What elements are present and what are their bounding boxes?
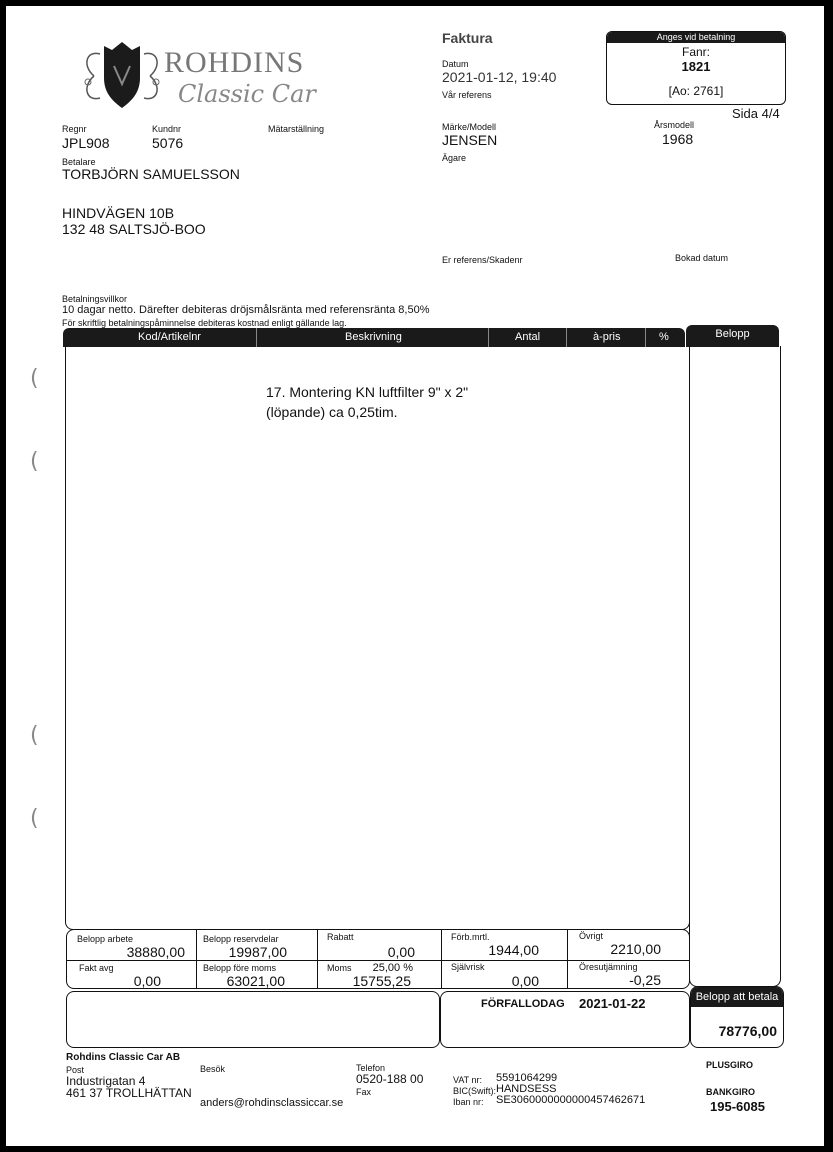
year-value: 1968: [662, 131, 694, 147]
table-header: [63, 328, 685, 347]
payer-address-line2: 132 48 SALTSJÖ-BOO: [62, 221, 206, 237]
belopp-arbete-value: 38880,00: [126, 944, 185, 960]
belopp-arbete-label: Belopp arbete: [77, 934, 134, 944]
make-value: JENSEN: [442, 132, 498, 148]
terms-line1: 10 dagar netto. Därefter debiteras dröjsmålsränta med referensränta 8,50%: [62, 304, 430, 316]
company-logo: [80, 36, 316, 116]
due-date-value: 2021-01-22: [579, 996, 646, 1011]
footer-post-line1: Industrigatan 4: [66, 1074, 146, 1088]
col-kod-header: Kod/Artikelnr: [138, 331, 201, 343]
invoice-date: 2021-01-12, 19:40: [442, 69, 557, 85]
footer-bankgiro-label: BANKGIRO: [706, 1087, 755, 1097]
oresutjamning-label: Öresutjämning: [579, 962, 638, 972]
grid-vline: [567, 930, 568, 988]
col-divider: [488, 328, 489, 347]
fanr-value: 1821: [681, 59, 711, 74]
rabatt-value: 0,00: [387, 944, 415, 960]
col-belopp-header: Belopp: [715, 328, 750, 340]
due-date-label: FÖRFALLODAG: [481, 998, 565, 1010]
payer-address-line1: HINDVÄGEN 10B: [62, 205, 175, 221]
terms-label: Betalningsvillkor: [62, 294, 128, 304]
notes-box: [66, 991, 440, 1048]
date-label: Datum: [442, 59, 469, 69]
regnr-label: Regnr: [62, 124, 87, 134]
belopp-reservdelar-label: Belopp reservdelar: [203, 934, 279, 944]
due-date-box: [440, 991, 690, 1048]
matarstallning-label: Mätarställning: [268, 124, 325, 134]
col-pct-header: %: [659, 331, 669, 343]
moms-percent: 25,00 %: [372, 962, 413, 974]
punch-hole-mark: (: [30, 449, 39, 474]
grid-vline: [196, 930, 197, 988]
footer-bic: HANDSESS: [496, 1083, 557, 1095]
fanr-label: Fanr:: [681, 45, 710, 59]
item-row-line1: 17. Montering KN luftfilter 9" x 2": [266, 384, 469, 400]
footer-iban-label: Iban nr:: [453, 1097, 484, 1107]
col-divider: [566, 328, 567, 347]
footer-telefon-label: Telefon: [356, 1063, 386, 1073]
footer-plusgiro-label: PLUSGIRO: [706, 1060, 754, 1070]
footer-post-line2: 461 37 TROLLHÄTTAN: [66, 1086, 192, 1100]
footer-besok-label: Besök: [200, 1064, 226, 1074]
amount-due-box: [690, 986, 784, 1048]
logo-subtitle: Classic Car: [178, 80, 316, 108]
grid-vline: [441, 930, 442, 988]
invoice-page: [6, 6, 824, 1146]
page-number: Sida 4/4: [732, 106, 780, 121]
col-divider: [256, 328, 257, 347]
punch-hole-mark: (: [30, 366, 39, 391]
totals-grid: [66, 929, 690, 989]
payer-name: TORBJÖRN SAMUELSSON: [62, 166, 240, 182]
our-ref-label: Vår referens: [442, 90, 492, 100]
amount-due-label: Belopp att betala: [691, 987, 783, 1007]
invoice-title: Faktura: [442, 30, 493, 46]
grid-hline: [67, 960, 689, 961]
moms-label: Moms: [327, 963, 352, 973]
sjalvrisk-label: Självrisk: [451, 962, 485, 972]
footer-company: Rohdins Classic Car AB: [66, 1052, 181, 1063]
fakt-avg-value: 0,00: [133, 973, 161, 989]
footer-iban: SE3060000000000457462671: [496, 1094, 646, 1106]
footer-fax-label: Fax: [356, 1087, 372, 1097]
payer-label: Betalare: [62, 157, 96, 167]
payment-reference-box: [606, 31, 786, 105]
punch-hole-mark: (: [30, 723, 39, 748]
punch-hole-mark: (: [30, 806, 39, 831]
terms-line2: För skriftlig betalningspåminnelse debiteras kostnad enligt gällande lag.: [62, 318, 347, 328]
belopp-header: [686, 325, 779, 347]
kundnr-label: Kundnr: [152, 124, 182, 134]
ao-number: [Ao: 2761]: [668, 84, 724, 98]
oresutjamning-value: -0,25: [629, 972, 661, 988]
belopp-reservdelar-value: 19987,00: [228, 944, 287, 960]
payment-box-header: Anges vid betalning: [607, 32, 785, 43]
fakt-avg-label: Fakt avg: [79, 963, 114, 973]
sjalvrisk-value: 0,00: [511, 973, 539, 989]
ovrigt-label: Övrigt: [579, 931, 604, 941]
ovrigt-value: 2210,00: [610, 941, 661, 957]
items-table-body: [65, 346, 690, 930]
footer-telefon: 0520-188 00: [356, 1072, 424, 1086]
footer-bankgiro: 195-6085: [710, 1099, 765, 1114]
col-divider: [645, 328, 646, 347]
footer-post-label: Post: [66, 1065, 85, 1075]
forb-value: 1944,00: [488, 942, 539, 958]
owner-label: Ägare: [442, 153, 467, 163]
amount-due-value: 78776,00: [718, 1023, 777, 1039]
item-row-line2: (löpande) ca 0,25tim.: [266, 404, 398, 420]
fore-moms-value: 63021,00: [226, 973, 285, 989]
moms-value: 15755,25: [352, 973, 411, 989]
col-antal-header: Antal: [515, 331, 541, 343]
make-label: Märke/Modell: [442, 122, 497, 132]
regnr-value: JPL908: [62, 135, 110, 151]
footer-email: anders@rohdinsclassiccar.se: [200, 1097, 344, 1109]
er-referens-label: Er referens/Skadenr: [442, 255, 523, 265]
forb-label: Förb.mrtl.: [451, 932, 490, 942]
footer-vat-label: VAT nr:: [453, 1075, 483, 1085]
rabatt-label: Rabatt: [327, 932, 354, 942]
footer-vat: 5591064299: [496, 1072, 558, 1084]
fore-moms-label: Belopp före moms: [203, 963, 277, 973]
belopp-column-body: [689, 346, 781, 987]
footer-bic-label: BIC(Swift):: [453, 1086, 497, 1096]
kundnr-value: 5076: [152, 135, 184, 151]
logo-name: ROHDINS: [164, 46, 305, 79]
bokad-datum-label: Bokad datum: [675, 253, 729, 263]
col-apris-header: à-pris: [593, 331, 621, 343]
grid-vline: [317, 930, 318, 988]
col-beskrivning-header: Beskrivning: [345, 331, 402, 343]
year-label: Årsmodell: [654, 120, 695, 130]
